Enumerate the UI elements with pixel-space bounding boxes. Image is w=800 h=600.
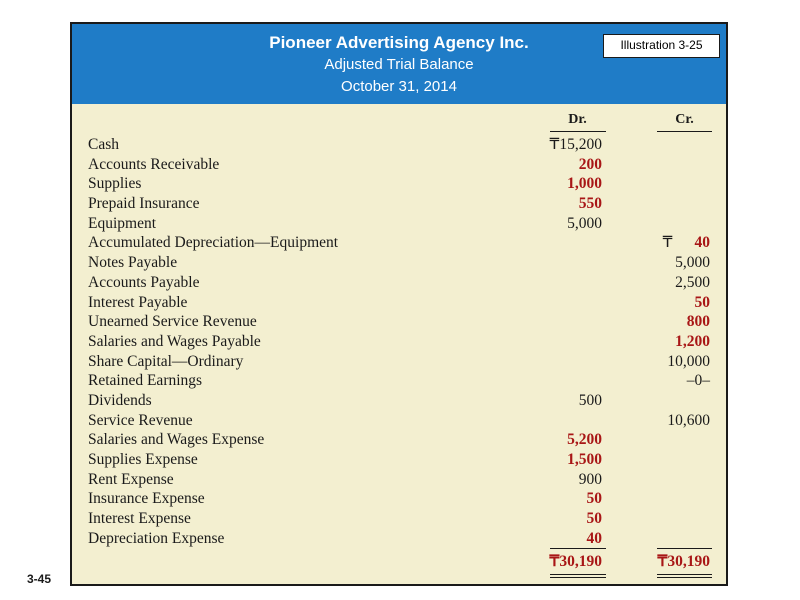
- account-name: Cash: [88, 136, 119, 153]
- account-name: Prepaid Insurance: [88, 195, 200, 213]
- credit-total: ₸30,190: [657, 553, 710, 570]
- account-row: [88, 391, 718, 411]
- debit-amount: 900: [578, 470, 602, 488]
- trial-balance-panel: [70, 22, 728, 586]
- account-name: Accumulated Depreciation—Equipment: [88, 234, 339, 252]
- company-name: Pioneer Advertising Agency Inc.: [269, 33, 529, 52]
- debit-amount: 1,500: [567, 451, 602, 468]
- account-name: Notes Payable: [88, 254, 178, 272]
- illustration-label: Illustration 3-25: [603, 34, 720, 58]
- account-row: [88, 411, 718, 431]
- debit-amount: 500: [578, 391, 602, 409]
- account-row: [88, 174, 718, 194]
- credit-amount: 10,000: [667, 352, 710, 370]
- account-row: [88, 312, 718, 332]
- credit-header-rule: [657, 131, 712, 132]
- credit-amount: 800: [686, 313, 710, 331]
- account-name: Equipment: [88, 214, 157, 232]
- account-row: [88, 273, 718, 293]
- account-list: [88, 135, 718, 548]
- account-row: [88, 253, 718, 273]
- account-row: [88, 214, 718, 234]
- account-row: [88, 529, 718, 549]
- credit-double-rule-1: [657, 574, 712, 575]
- account-name: Retained Earnings: [88, 372, 203, 390]
- debit-amount: 5,200: [567, 431, 602, 449]
- slide-number: 3-45: [27, 572, 52, 586]
- debit-amount: 40: [586, 529, 602, 547]
- account-row: [88, 194, 718, 214]
- account-row: [88, 332, 718, 352]
- header-banner: [72, 24, 726, 104]
- credit-amount: 2,500: [675, 273, 710, 291]
- debit-total-rule: [550, 548, 606, 549]
- statement-date: October 31, 2014: [341, 78, 457, 95]
- account-name: Unearned Service Revenue: [88, 313, 257, 331]
- debit-double-rule-1: [550, 574, 606, 575]
- credit-amount: 1,200: [675, 332, 710, 350]
- totals-row: [88, 552, 718, 572]
- credit-total-rule: [657, 548, 712, 549]
- account-name: Rent Expense: [88, 470, 174, 488]
- credit-value: 40: [694, 234, 710, 252]
- debit-amount: 200: [578, 155, 602, 173]
- credit-amount: 10,600: [667, 411, 710, 429]
- debit-amount: 1,000: [567, 175, 602, 193]
- debit-amount: 5,000: [567, 214, 602, 232]
- account-name: Dividends: [88, 391, 152, 409]
- account-name: Service Revenue: [88, 411, 193, 429]
- credit-amount: [663, 233, 710, 253]
- account-name: Share Capital—Ordinary: [88, 352, 244, 370]
- debit-amount: 50: [586, 490, 602, 508]
- account-name: Accounts Receivable: [88, 155, 220, 173]
- account-name: Interest Payable: [88, 293, 188, 311]
- account-name: Salaries and Wages Expense: [88, 431, 265, 449]
- account-row: [88, 371, 718, 391]
- account-name: Supplies: [88, 175, 142, 193]
- account-row: [88, 155, 718, 175]
- account-row: [88, 233, 718, 253]
- account-row: [88, 470, 718, 490]
- account-row: [88, 135, 718, 155]
- account-name: Depreciation Expense: [88, 529, 225, 547]
- account-row: [88, 489, 718, 509]
- debit-amount: ₸15,200: [549, 136, 602, 153]
- credit-amount: 50: [694, 293, 710, 311]
- debit-header-rule: [550, 131, 606, 132]
- credit-column-header: Cr.: [675, 112, 694, 127]
- account-row: [88, 450, 718, 470]
- credit-amount: –0–: [686, 372, 710, 390]
- account-name: Accounts Payable: [88, 273, 200, 291]
- debit-double-rule-2: [550, 577, 606, 578]
- debit-amount: 50: [586, 510, 602, 528]
- currency-symbol: ₸: [662, 234, 673, 252]
- account-name: Supplies Expense: [88, 451, 198, 468]
- account-name: Salaries and Wages Payable: [88, 332, 261, 350]
- credit-double-rule-2: [657, 577, 712, 578]
- debit-column-header: Dr.: [568, 112, 587, 127]
- account-name: Insurance Expense: [88, 490, 205, 508]
- credit-amount: 5,000: [675, 254, 710, 272]
- account-name: Interest Expense: [88, 510, 191, 528]
- account-row: [88, 352, 718, 372]
- debit-total: ₸30,190: [549, 553, 602, 570]
- account-row: [88, 509, 718, 529]
- account-row: [88, 430, 718, 450]
- statement-title: Adjusted Trial Balance: [324, 56, 474, 73]
- debit-amount: 550: [578, 195, 602, 213]
- account-row: [88, 293, 718, 313]
